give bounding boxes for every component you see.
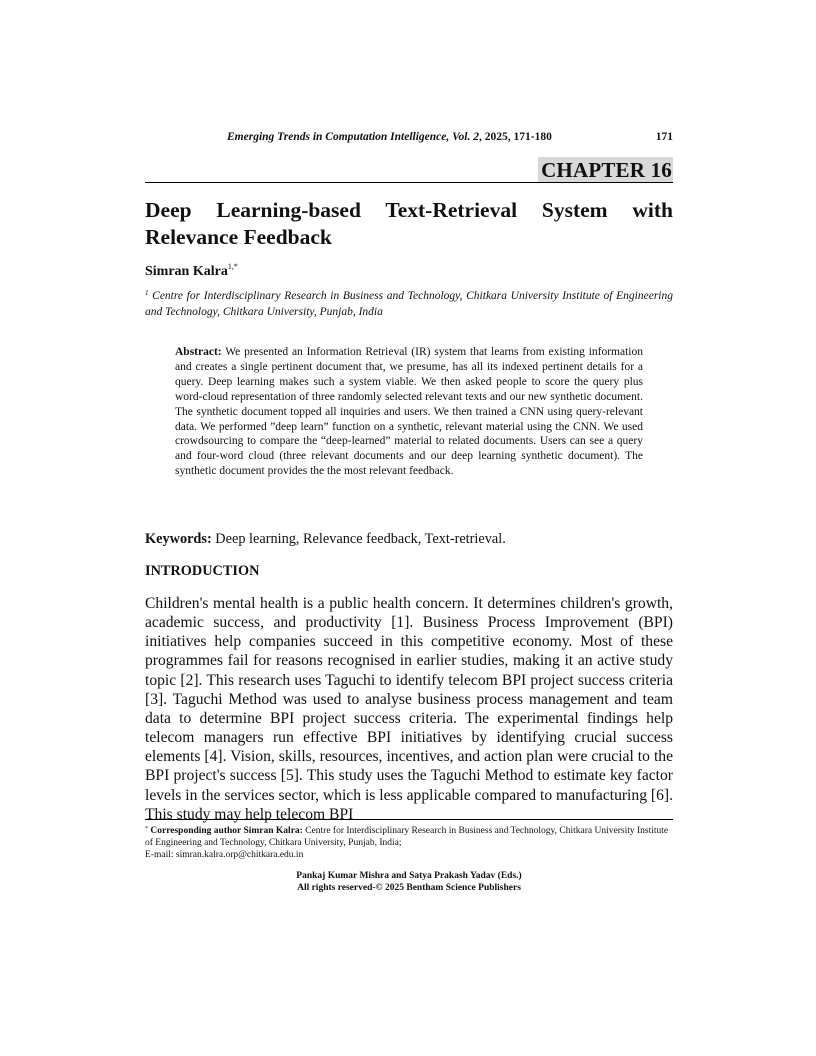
affiliation-text: Centre for Interdisciplinary Research in Business and Technology, Chitkara University Institute of Engineering and Technology, Chitkara University, Punjab, India [145, 290, 673, 318]
journal-volume-pages: , 2025, 171-180 [478, 131, 552, 143]
footnote [145, 823, 673, 861]
footnote-label: Corresponding author Simran Kalra: [150, 826, 303, 836]
footnote-divider [145, 819, 673, 820]
rights-line: All rights reserved-© 2025 Bentham Science Publishers [297, 883, 521, 893]
running-head [145, 131, 673, 147]
page [145, 0, 673, 1056]
affiliation-mark: 1 [145, 289, 149, 297]
footnote-text: Centre for Interdisciplinary Research in Business and Technology, Chitkara University Institute of Engineering and Technology, Chitkara University, Punjab, India; [145, 826, 669, 848]
publisher-block [145, 870, 673, 894]
keywords-label: Keywords: [145, 531, 212, 547]
chapter-label: CHAPTER 16 [538, 157, 673, 183]
section-heading-introduction: INTRODUCTION [145, 563, 260, 579]
author-line [145, 262, 238, 280]
keywords [145, 531, 673, 548]
chapter-divider [145, 182, 673, 183]
abstract-label: Abstract: [175, 346, 222, 358]
page-number: 171 [655, 131, 673, 143]
journal-reference [227, 131, 552, 143]
editors-line: Pankaj Kumar Mishra and Satya Prakash Yadav (Eds.) [296, 871, 522, 881]
introduction-paragraph: Children's mental health is a public health concern. It determines children's growth, academic success, and productivity [1]. Business Process Improvement (BPI) initiatives help companies succeed in this competitive economy. Most of these programmes fail for reasons recognised in earlier studies, making it an active study topic [2]. This research uses Taguchi to identify telecom BPI project success criteria [3]. Taguchi Method was used to analyse business process management and team data to determine BPI project success criteria. The experimental findings help telecom managers run effective BPI initiatives by identifying crucial success elements [4]. Vision, skills, resources, incentives, and action plan were crucial to the BPI project's success [5]. This study uses the Taguchi Method to estimate key factor levels in the services sector, which is less applicable compared to manufacturing [6]. This study may help telecom BPI [145, 595, 673, 823]
abstract [175, 345, 643, 479]
journal-name: Emerging Trends in Computation Intelligence, Vol. 2 [227, 131, 479, 143]
article-title: Deep Learning-based Text-Retrieval System with Relevance Feedback [145, 198, 673, 249]
abstract-text: We presented an Information Retrieval (IR) system that learns from existing information and creates a single pertinent document that, we presume, has all its indexed pertinent details for a query. Deep learning makes such a system viable. We then asked people to score the query plus word-cloud representation of three randomly selected relevant texts and our new synthetic document. The synthetic document topped all inquiries and users. We then trained a CNN using query-relevant data. We performed ”deep learn” function on a synthetic, relevant material using the CNN. We used crowdsourcing to compare the “deep-learned” material to related documents. Users can see a query and four-word cloud (three relevant documents and our deep learning synthetic document). The synthetic document provides the the most relevant feedback. [175, 346, 644, 478]
affiliation [145, 286, 673, 320]
author-marks: 1,* [227, 262, 238, 271]
footnote-email: E-mail: simran.kalra.orp@chitkara.edu.in [145, 850, 304, 860]
keywords-text: Deep learning, Relevance feedback, Text-retrieval. [215, 531, 506, 547]
author-name: Simran Kalra [145, 264, 228, 279]
footnote-mark: * [145, 826, 148, 832]
